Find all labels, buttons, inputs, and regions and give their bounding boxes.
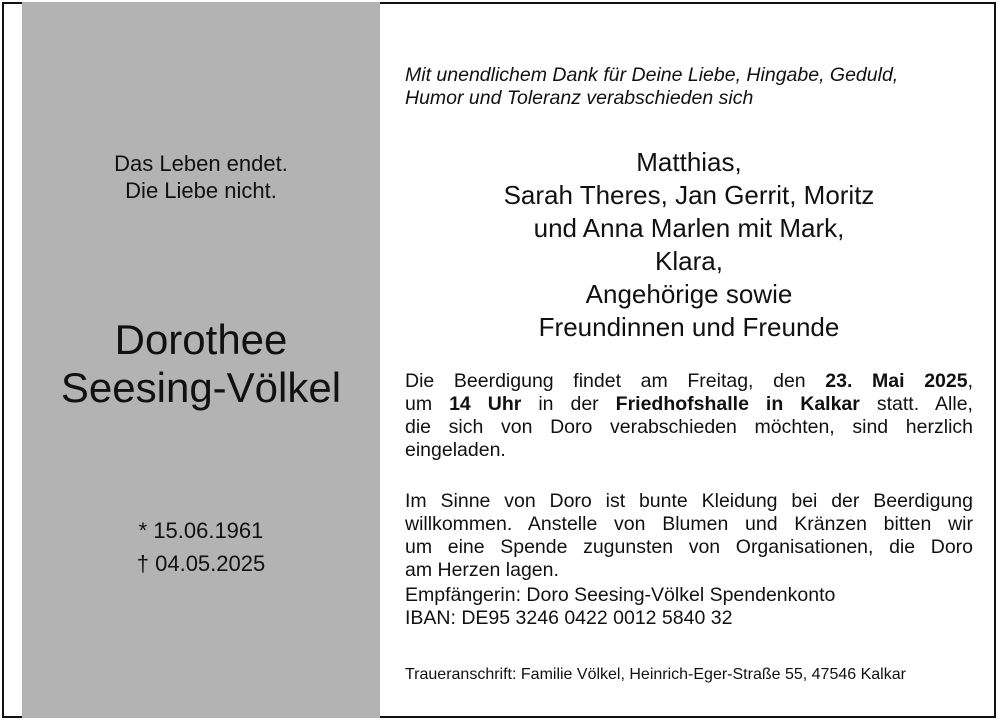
mourner-line: Angehörige sowie: [585, 279, 793, 309]
funeral-time: 14 Uhr: [449, 393, 522, 415]
donation-iban: IBAN: DE95 3246 0422 0012 5840 32: [405, 607, 733, 629]
wishes-line: um eine Spende zugunsten von Organisationen, die Doro: [405, 536, 973, 558]
death-date: † 04.05.2025: [136, 551, 266, 576]
funeral-line: die sich von Doro verabschieden möchten, sind herzlich: [405, 416, 973, 438]
funeral-date: 23. Mai 2025: [825, 370, 968, 392]
life-dates: [22, 514, 380, 580]
funeral-place: Friedhofshalle in Kalkar: [615, 393, 860, 415]
last-name: Seesing-Völkel: [60, 364, 342, 411]
funeral-line: [405, 393, 973, 416]
funeral-info: [405, 370, 973, 462]
motto-line: Die Liebe nicht.: [125, 178, 277, 203]
intro-line: Humor und Toleranz verabschieden sich: [405, 87, 754, 109]
wishes-line: am Herzen lagen.: [405, 559, 559, 581]
funeral-text: ,: [967, 370, 973, 392]
mourners-list: [405, 146, 973, 344]
mourning-address: Traueranschrift: Familie Völkel, Heinrich-Eger-Straße 55, 47546 Kalkar: [405, 666, 906, 683]
funeral-line: [405, 370, 973, 393]
funeral-line: eingeladen.: [405, 439, 506, 461]
wishes-line: willkommen. Anstelle von Blumen und Kränzen bitten wir: [405, 513, 973, 535]
wishes-text: [405, 490, 973, 582]
mourner-line: Sarah Theres, Jan Gerrit, Moritz: [503, 180, 875, 210]
donation-recipient: Empfängerin: Doro Seesing-Völkel Spendenkonto: [405, 584, 836, 606]
donation-info: [405, 584, 973, 630]
mourner-line: und Anna Marlen mit Mark,: [533, 213, 845, 243]
mourner-line: Freundinnen und Freunde: [538, 312, 840, 342]
funeral-text: um: [405, 393, 450, 415]
deceased-name: [22, 316, 380, 412]
funeral-text: in der: [521, 393, 616, 415]
birth-date: * 15.06.1961: [138, 518, 264, 543]
intro-line: Mit unendlichem Dank für Deine Liebe, Hingabe, Geduld,: [405, 64, 899, 86]
first-name: Dorothee: [114, 316, 288, 363]
wishes-line: Im Sinne von Doro ist bunte Kleidung bei der Beerdigung: [405, 490, 973, 512]
mourner-line: Klara,: [655, 246, 723, 276]
funeral-text: Die Beerdigung findet am Freitag, den: [405, 370, 826, 392]
funeral-text: statt. Alle,: [859, 393, 973, 415]
mourner-line: Matthias,: [636, 147, 742, 177]
motto-line: Das Leben endet.: [114, 151, 288, 176]
motto: [22, 150, 380, 204]
intro-text: [405, 64, 973, 110]
